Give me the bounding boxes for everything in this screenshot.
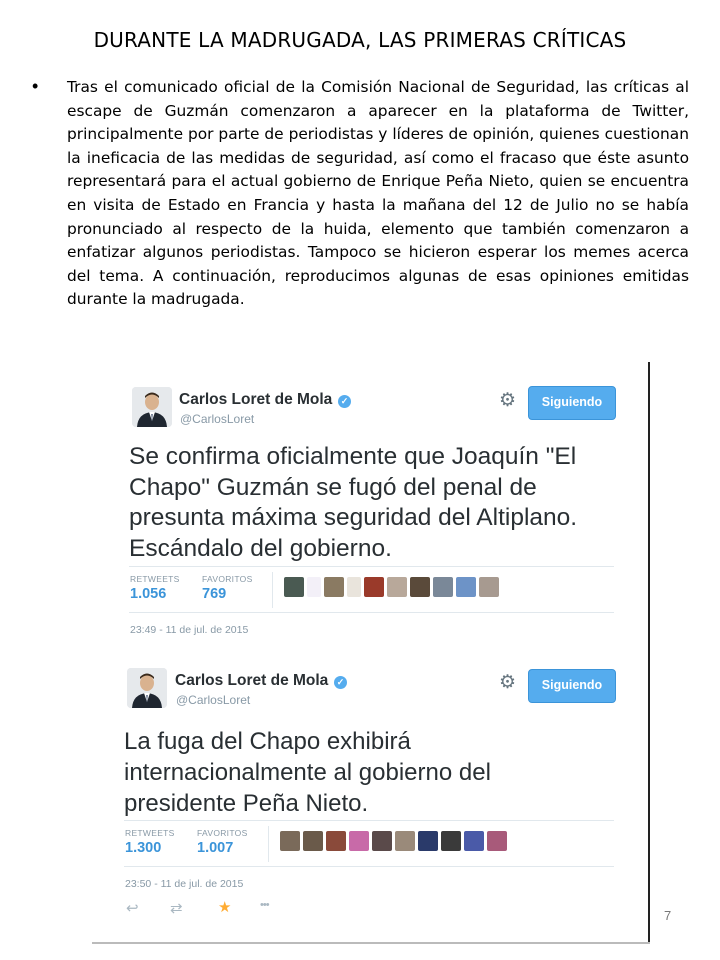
favoriter-avatar[interactable] [387,577,407,597]
retweets-label: RETWEETS [130,574,180,584]
divider [124,820,614,821]
favoriter-avatar[interactable] [372,831,392,851]
retweets-count[interactable]: 1.300 [125,840,162,856]
favoriters-row [280,831,507,851]
tweet-card [92,642,649,944]
tweet-text-line: Escándalo del gobierno. [129,534,392,562]
gear-icon[interactable]: ⚙ [499,672,517,693]
favoriter-avatar[interactable] [410,577,430,597]
favoriter-avatar[interactable] [303,831,323,851]
tweet-text-line: presidente Peña Nieto. [124,790,369,817]
author-handle[interactable]: @CarlosLoret [180,412,255,426]
favoriter-avatar[interactable] [487,831,507,851]
favoriter-avatar[interactable] [349,831,369,851]
tweet-text-line: internacionalmente al gobierno del [124,759,491,786]
tweet-timestamp[interactable]: 23:50 - 11 de jul. de 2015 [125,878,244,890]
avatar[interactable] [132,387,172,427]
avatar[interactable] [127,668,167,708]
favoriter-avatar[interactable] [280,831,300,851]
favoriter-avatar[interactable] [479,577,499,597]
favoriter-avatar[interactable] [324,577,344,597]
screenshot-border [92,942,650,944]
verified-icon: ✓ [334,676,347,689]
favoriter-avatar[interactable] [307,577,321,597]
tweet-text-line: Chapo" Guzmán se fugó del penal de [129,473,537,501]
screenshot-border [648,362,650,944]
divider [124,866,614,867]
following-button[interactable]: Siguiendo [528,669,616,703]
gear-icon[interactable]: ⚙ [499,390,517,411]
author-name[interactable]: Carlos Loret de Mola [179,391,333,408]
tweet-timestamp[interactable]: 23:49 - 11 de jul. de 2015 [130,624,249,636]
favorites-count[interactable]: 769 [202,586,227,602]
retweet-icon[interactable]: ⇄ [170,900,183,917]
divider [129,566,614,567]
following-button[interactable]: Siguiendo [528,386,616,420]
tweets-screenshot [92,362,649,944]
author-handle[interactable]: @CarlosLoret [176,693,251,707]
divider [268,826,269,862]
divider [272,572,273,608]
tweet-text [129,442,577,564]
tweet-text-line: Se confirma oficialmente que Joaquín "El [129,443,577,470]
favorites-label: FAVORITOS [197,828,248,838]
divider [129,612,614,613]
favoriter-avatar[interactable] [433,577,453,597]
tweet-card [92,362,649,642]
tweet-text-line: presunta máxima seguridad del Altiplano. [129,504,578,531]
author-name[interactable]: Carlos Loret de Mola [175,672,329,689]
favoriter-avatar[interactable] [464,831,484,851]
favoriter-avatar[interactable] [456,577,476,597]
retweets-label: RETWEETS [125,828,175,838]
page-number: 7 [664,908,672,923]
avatar-icon [132,387,172,427]
favoriter-avatar[interactable] [418,831,438,851]
favoriter-avatar[interactable] [441,831,461,851]
avatar-icon [127,668,167,708]
slide-title: DURANTE LA MADRUGADA, LAS PRIMERAS CRÍTICAS [93,28,627,52]
favoriter-avatar[interactable] [395,831,415,851]
body-paragraph: Tras el comunicado oficial de la Comisión Nacional de Seguridad, las críticas al escape de Guzmán comenzaron a aparecer en la plataforma de Twitter, principalmente por parte de periodistas y líderes de opinión, quienes cuestionan la ineficacia de las medidas de seguridad, así como el fracaso que éste asunto representará para el actual gobierno de Enrique Peña Nieto, quien se encuentra en visita de Estado en Francia y hasta la mañana del 12 de Julio no se había pronunciado al respecto de la huida, elemento que también comenzaron a enfatizar algunos periodistas. Tampoco se hicieron esperar los memes acerca del tema. A continuación, reproducimos algunas de esas opiniones emitidas durante la madrugada. [67,78,689,309]
favoriters-row [284,577,499,597]
tweet-text [124,726,491,819]
favorites-label: FAVORITOS [202,574,253,584]
verified-icon: ✓ [338,395,351,408]
favoriter-avatar[interactable] [284,577,304,597]
favoriter-avatar[interactable] [364,577,384,597]
bullet-marker: • [32,76,39,96]
tweet-text-line: La fuga del Chapo exhibirá [124,728,411,755]
more-icon[interactable]: ••• [260,899,269,911]
favorites-count[interactable]: 1.007 [197,840,234,856]
favorite-icon[interactable]: ★ [218,899,232,916]
retweets-count[interactable]: 1.056 [130,586,167,602]
reply-icon[interactable]: ↩ [126,900,139,917]
favoriter-avatar[interactable] [347,577,361,597]
favoriter-avatar[interactable] [326,831,346,851]
